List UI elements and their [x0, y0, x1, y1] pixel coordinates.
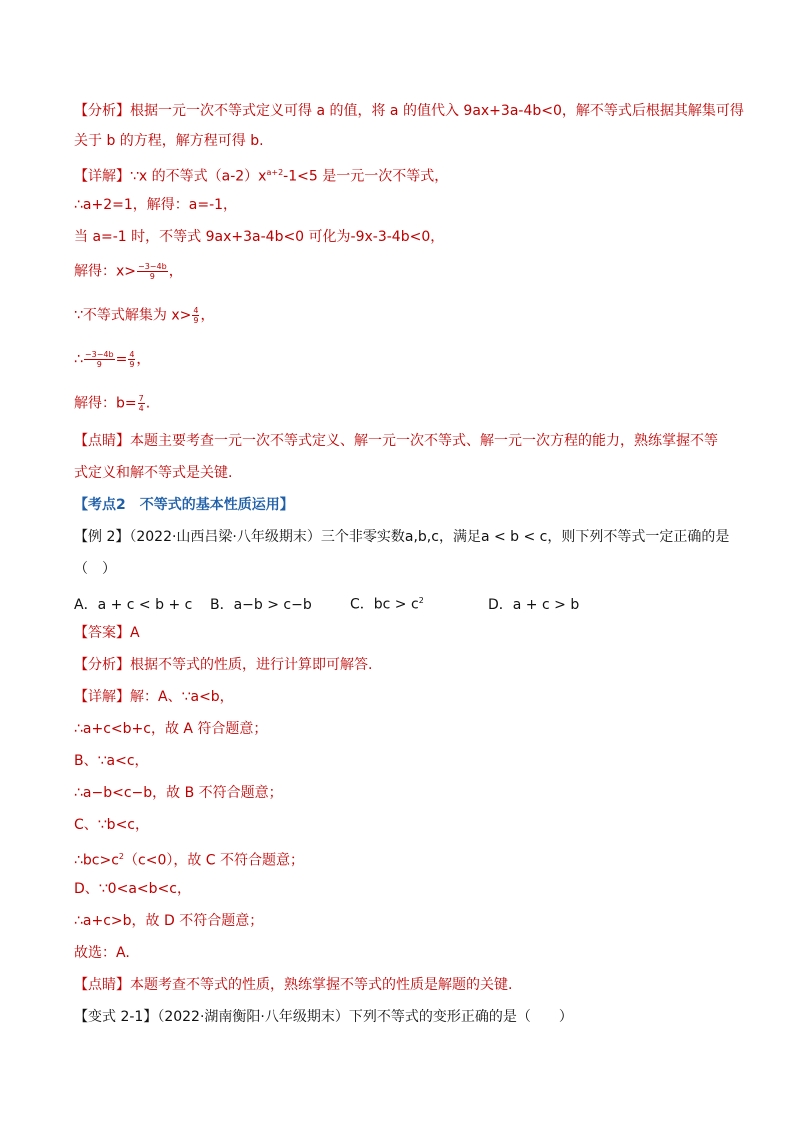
detail-tag: 【详解】 [74, 168, 130, 185]
detail-line-1: 【详解】∵x 的不等式$(a-2)x^{a+2}-1<5$ 是一元一次不等式， [74, 168, 449, 185]
analysis2-line: 【分析】根据不等式的性质，进行计算即可解答. [74, 657, 373, 673]
option-a: A．a + c < b + c [74, 596, 193, 613]
fraction: $\frac{4}{9}$ [129, 350, 135, 369]
detail2-line-7: D、∵0<a<b<c， [74, 881, 191, 897]
detail-line-4: 解得：x> $\frac{-3-4b}{9}$ ， [74, 262, 183, 281]
option-d: D．a + c > b [488, 596, 580, 613]
fraction: $\frac{-3-4b}{9}$ [84, 350, 114, 369]
detail-tag: 【详解】 [74, 689, 130, 705]
detail2-line-9: 故选：A. [74, 945, 130, 961]
fraction: $\frac{4}{9}$ [193, 306, 199, 325]
example-question-line-1: 【例 2】（2022·山西吕梁·八年级期末）三个非零实数a,b,c，满足a < b < c，则下列不等式一定正确的是 [74, 529, 730, 545]
detail2-line-5: C、∵b<c， [74, 817, 149, 833]
options-row [74, 592, 579, 614]
example-question-line-2: （ ） [74, 561, 116, 577]
detail2-line-8: ∴a+c>b，故 D 不符合题意； [74, 913, 264, 929]
analysis-text: 根据一元一次不等式定义可得 a 的值，将 a 的值代入 9ax+3a-4b<0，解不等式后根据其解集可得 [130, 103, 744, 119]
answer-line [74, 624, 140, 642]
analysis-line-1 [74, 102, 744, 120]
detail-line-2: ∴a+2=1，解得：a=-1， [74, 197, 238, 213]
detail2-line-2: ∴a+c<b+c，故 A 符合题意； [74, 721, 268, 737]
detail-line-7: 解得：b= $\frac{7}{4}$ . [74, 394, 151, 413]
section-heading: 【考点2 不等式的基本性质运用】 [74, 497, 294, 513]
option-b: B．a−b > c−b [210, 596, 312, 613]
comment-line-2: 式定义和解不等式是关键. [74, 465, 233, 481]
comment-line-1: 【点睛】本题主要考查一元一次不等式定义、解一元一次不等式、解一元一次方程的能力，熟练掌握不等 [74, 433, 718, 449]
comment2-line: 【点睛】本题考查不等式的性质，熟练掌握不等式的性质是解题的关键. [74, 977, 513, 993]
comment-tag: 【点睛】 [74, 977, 130, 993]
detail2-line-4: ∴a−b<c−b，故 B 不符合题意； [74, 785, 283, 801]
detail-line-3: 当 a=-1 时，不等式 9ax+3a-4b<0 可化为-9x-3-4b<0， [74, 229, 445, 245]
answer-tag: 【答案】 [74, 625, 130, 641]
detail-line-6: ∴ $\frac{-3-4b}{9}$ = $\frac{4}{9}$ ， [74, 350, 151, 369]
comment-tag: 【点睛】 [74, 433, 130, 449]
analysis-line-2: 关于 b 的方程，解方程可得 b. [74, 133, 264, 149]
analysis-tag: 【分析】 [74, 103, 130, 119]
detail-line-5: ∵不等式解集为 x> $\frac{4}{9}$ ， [74, 306, 215, 325]
option-c: C．bc > $c^2$ [350, 596, 424, 613]
detail2-line-3: B、∵a<c， [74, 753, 149, 769]
fraction: $\frac{7}{4}$ [138, 394, 144, 413]
variant-question: 【变式 2-1】（2022·湖南衡阳·八年级期末）下列不等式的变形正确的是（ ） [74, 1009, 573, 1025]
fraction: $\frac{-3-4b}{9}$ [138, 262, 167, 281]
detail2-line-1: 【详解】解：A、∵a<b， [74, 689, 234, 705]
detail2-line-6: $\therefore bc>c^2(c<0)$，故 C 不符合题意； [74, 852, 305, 869]
answer-value: A [130, 625, 140, 641]
analysis-tag: 【分析】 [74, 657, 130, 673]
